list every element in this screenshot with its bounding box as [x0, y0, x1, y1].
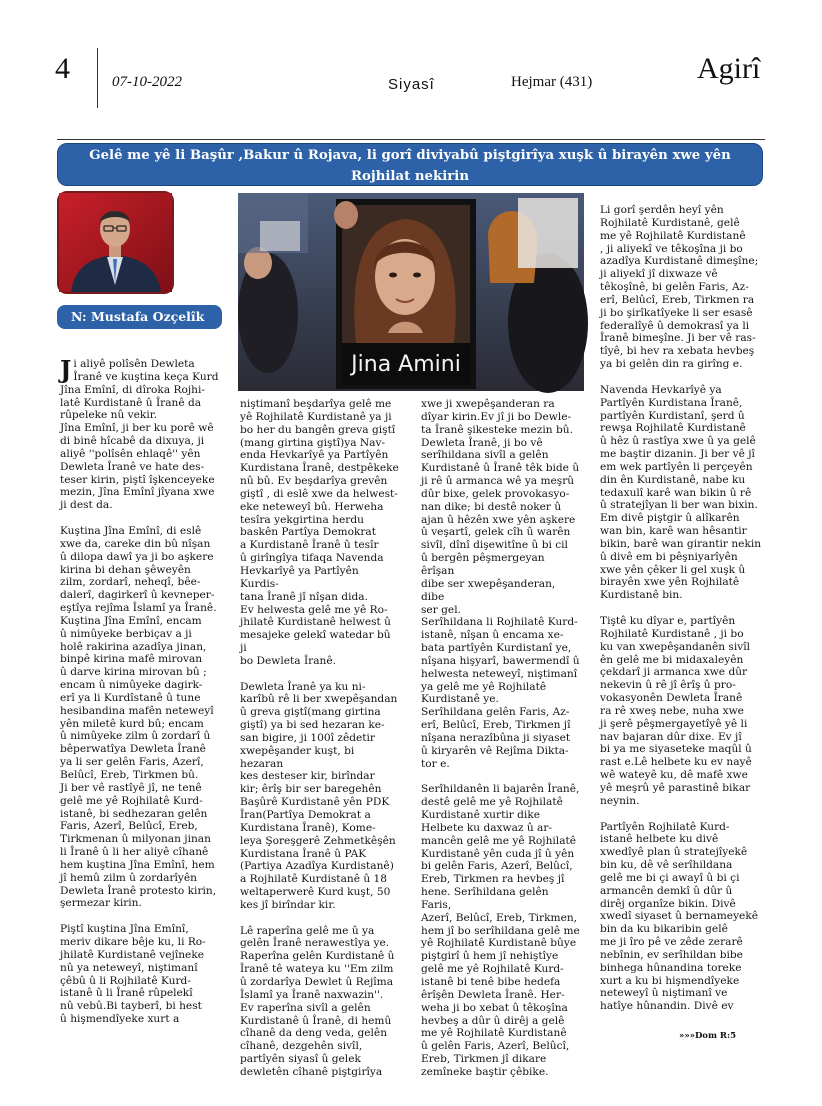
- protest-photo: [238, 193, 584, 391]
- poster-caption: Jina Amini: [351, 352, 461, 377]
- article-column-1-text: i aliyê polîsên Dewleta Îranê ve kuştina keça Kurd Jîna Emînî, di dîroka Rojhi- latê Kurdistanê û Îranê da rûpeleke nû vekir. Jîna Emînî, ji ber ku porê wê di binê hîcabê da dixuya, ji aliyê ''polîsên ehlaqê'' yên Dewleta Îranê ve hate des- teser kirin, piştî îşkenceyeke mezin, Jîna Emînî jîyana xwe ji dest da. Kuştina Jîna Emînî, di eslê xwe da, careke din bû nîşan û dilopa dawî ya ji bo aşkere kirina bi dehan şêweyên zilm, zordarî, neheqî, bêe- dalerî, dagirkerî û kevneper- eştîya rejîma Îslamî ya Îranê. Kuştina Jîna Emînî, encam û nimûyeke berbiçav a ji holê rakirina azadîya jinan, binpê kirina mafê mirovan û darve kirina mirovan bû ; encam û nimûyeke dagirk- erî ya li Kurdîstanê û tune hesibandina mafên neteweyî yên miletê kurd bû; encam û nimûyeke zilm û zordarî û bêperwatîya Dewleta Îranê ya li ser gelên Faris, Azerî, Belûcî, Ereb, Tirkmen bû. Ji ber vê rastîyê jî, ne tenê gelê me yê Rojhilatê Kurd- istanê, bi sedhezaran gelên Faris, Azerî, Belûcî, Ereb, Tirkmenan û milyonan jinan li Îranê û li her aliyê cîhanê hem kuştina Jîna Emînî, hem jî hemû zilm û zordarîyên Dewleta Îranê protesto kirin, şermezar kirin. Piştî kuştina Jîna Emînî, meriv dikare bêje ku, li Ro- jhilatê Kurdistanê vejîneke nû ya neteweyî, niştimanî çêbû û li Rojhilatê Kurd- istanê û li Îranê rûpelekî nû vebû.Bi tayberî, bi hest û hişmendîyeke xurt a: [60, 358, 219, 1026]
- newspaper-name: Agirî: [697, 52, 761, 85]
- drop-cap: J: [60, 355, 72, 384]
- article-headline: Gelê me yê li Başûr ,Bakur û Rojava, li gorî diviyabû piştgirîya xuşk û birayên xwe yên Rojhilat nekirin: [57, 143, 763, 186]
- author-portrait-image: [59, 193, 172, 292]
- author-byline: N: Mustafa Ozçelîk: [57, 305, 222, 329]
- continuation-note: »»»Dom R:5: [679, 1031, 737, 1041]
- protest-photo-image: [238, 193, 584, 391]
- section-name: Siyasî: [388, 76, 435, 93]
- article-column-2: niştimanî beşdarîya gelê me yê Rojhilatê Kurdistanê ya ji bo her du bangên greva giştî (mang girtina giştî)ya Nav- enda Hevkarîyê ya Partîyên Kurdistana Îranê, destpêkeke nû bû. Ev beşdarîya grevên giştî , di eslê xwe da helwest- eke neteweyî bû. Herweha tesîra yekgirtina herdu baskên Partîya Demokrat a Kurdistanê Îranê û tesîr û girîngîya tifaqa Navenda Hevkarîyê ya Partîyên Kurdis- tana Îranê jî nîşan dida. Ev helwesta gelê me yê Ro- jhilatê Kurdistanê helwest û mesajeke gelekî watedar bû ji bo Dewleta Îranê. Dewleta Îranê ya ku ni- karîbû rê li ber xwepêşandan û greva giştî(mang girtina giştî) ya bi sed hezaran ke- san bigire, ji 100î zêdetir xwepêşander kuşt, bi hezaran kes desteser kir, birîndar kir; êrîş bir ser baregehên Başûrê Kurdistanê yên PDK Îran(Partîya Demokrat a Kurdistana Îranê), Kome- leya Şoreşgerê Zehmetkêşên Kurdistana Îranê û PAK (Partiya Azadîya Kurdistanê) a Rojhilatê Kurdistanê û 18 weltaperwerê Kurd kuşt, 50 kes jî birîndar kir. Lê raperîna gelê me û ya gelên Îranê nerawestîya ye. Raperîna gelên Kurdistanê û Îranê tê wateya ku ''Em zilm û zordarîya Dewlet û Rejîma Îslamî ya Îranê naxwazin''. Ev raperîna sivîl a gelên Kurdistanê û Îranê, di hemû cîhanê da deng veda, gelên cîhanê, dezgehên sivîl, partîyên siyasî û gelek dewletên cîhanê piştgirîya: [240, 398, 399, 1078]
- article-column-3: xwe ji xwepêşanderan ra dîyar kirin.Ev jî ji bo Dewle- ta Îranê şikesteke mezin bû. Dewleta Îranê, ji bo vê serîhildana sivîl a gelên Kurdistanê û Îranê têk bide û ji rê û armanca wê ya meşrû dûr bixe, gelek provokasyo- nan dike; bi destê noker û ajan û hêzên xwe yên aşkere û veşartî, gelek cîh û warên sivîl, dînî dişewitîne û bi cil û bergên pêşmergeyan êrîşan dibe ser xwepêşanderan, dibe ser gel. Serîhildana li Rojhilatê Kurd- istanê, nîşan û encama xe- bata partîyên Kurdistanî ye, nîşana hişyarî, bawermendî û helwesta neteweyî, niştimanî ya gelê me yê Rojhilatê Kurdistanê ye. Serîhildana gelên Faris, Az- erî, Belûcî, Ereb, Tirkmen jî nîşana nerazîbûna ji siyaset û kiryarên vê Rejîma Dikta- tor e. Serîhildanên li bajarên Îranê, destê gelê me yê Rojhilatê Kurdistanê xurtir dike Helbete ku daxwaz û ar- mancên gelê me yê Rojhilatê Kurdistanê yên cuda jî û yên bi gelên Faris, Azerî, Belûcî, Ereb, Tirkmen ra hevbeş jî hene. Serîhildana gelên Faris, Azerî, Belûcî, Ereb, Tirkmen, hem jî bo serîhildana gelê me yê Rojhilatê Kurdistanê bûye piştgirî û hem jî nehiştîye gelê me yê Rojhilatê Kurd- istanê bi tenê bibe hedefa êrîşên Dewleta Îranê. Her- weha ji bo xebat û têkoşîna hevbeş a dûr û dirêj a gelê me yê Rojhilatê Kurdistanê û gelên Faris, Azerî, Belûcî, Ereb, Tirkmen jî dikare zemîneke baştir çêbike.: [421, 398, 580, 1078]
- page-number: 4: [55, 52, 70, 85]
- author-portrait: [57, 191, 174, 294]
- header-divider: [57, 139, 765, 140]
- article-column-1: [60, 355, 220, 1048]
- issue-number: Hejmar (431): [511, 74, 593, 90]
- article-column-4: Li gorî şerdên heyî yên Rojhilatê Kurdistanê, gelê me yê Rojhilatê Kurdistanê , ji aliyekî ve têkoşîna ji bo azadîya Kurdistanê dimeşîne; ji aliyekî jî dixwaze vê têkoşînê, bi gelên Faris, Az- erî, Belûcî, Ereb, Tirkmen ra ji bo şirîkatîyeke li ser esasê federalîyê û demokrasî ya li Îranê bimeşîne. Ji ber vê ras- tîyê, bi hev ra xebata hevbeş ya bi gelên din ra girîng e. Navenda Hevkarîyê ya Partîyên Kurdistana Îranê, partîyên Kurdistanî, şerd û rewşa Rojhilatê Kurdistanê û hêz û rastîya xwe û ya gelê me baştir dizanin. Ji ber vê jî em wek partîyên li perçeyên din ên Kurdistanê, nabe ku tedaxulî karê wan bikin û rê û stratejîyan li ber wan bixin. Em divê piştgir û alîkarên wan bin, karê wan hêsantir bikin, barê wan girantir nekin û divê em bi pêşniyarîyên xwe yên çêker li gel xuşk û birayên xwe yên Rojhilatê Kurdistanê bin. Tiştê ku dîyar e, partîyên Rojhilatê Kurdistanê , ji bo ku van xwepêşandanên sivîl ên gelê me bi midaxaleyên çekdarî ji armanca xwe dûr nekevin û rê jî êrîş û pro- vokasyonên Dewleta Îranê ra rê xweş nebe, nuha xwe ji şerê pêşmergayetîyê yê li nav bajaran dûr dixe. Ev jî bi ya me siyaseteke maqûl û rast e.Lê helbete ku ev nayê wê wateyê ku, dê mafê xwe yê meşrû yê parastinê bikar neynin. Partîyên Rojhilatê Kurd- istanê helbete ku divê xwedîyê plan û stratejîyekê bin ku, dê vê serîhildana gelê me bi çi awayî û bi çi armancên demkî û dûr û dirêj organîze bikin. Divê xwedî siyaset û bernameyekê bin da ku bikaribin gelê me ji îro pê ve zêde zerarê nebînin, ev serîhildan bibe binhega hûnandina toreke xurt a ku bi hişmendîyeke neteweyî û niştimanî ve hatîye hûnandin. Divê ev: [600, 204, 762, 1013]
- header-divider-vertical: [97, 48, 98, 108]
- issue-date: 07-10-2022: [112, 74, 182, 90]
